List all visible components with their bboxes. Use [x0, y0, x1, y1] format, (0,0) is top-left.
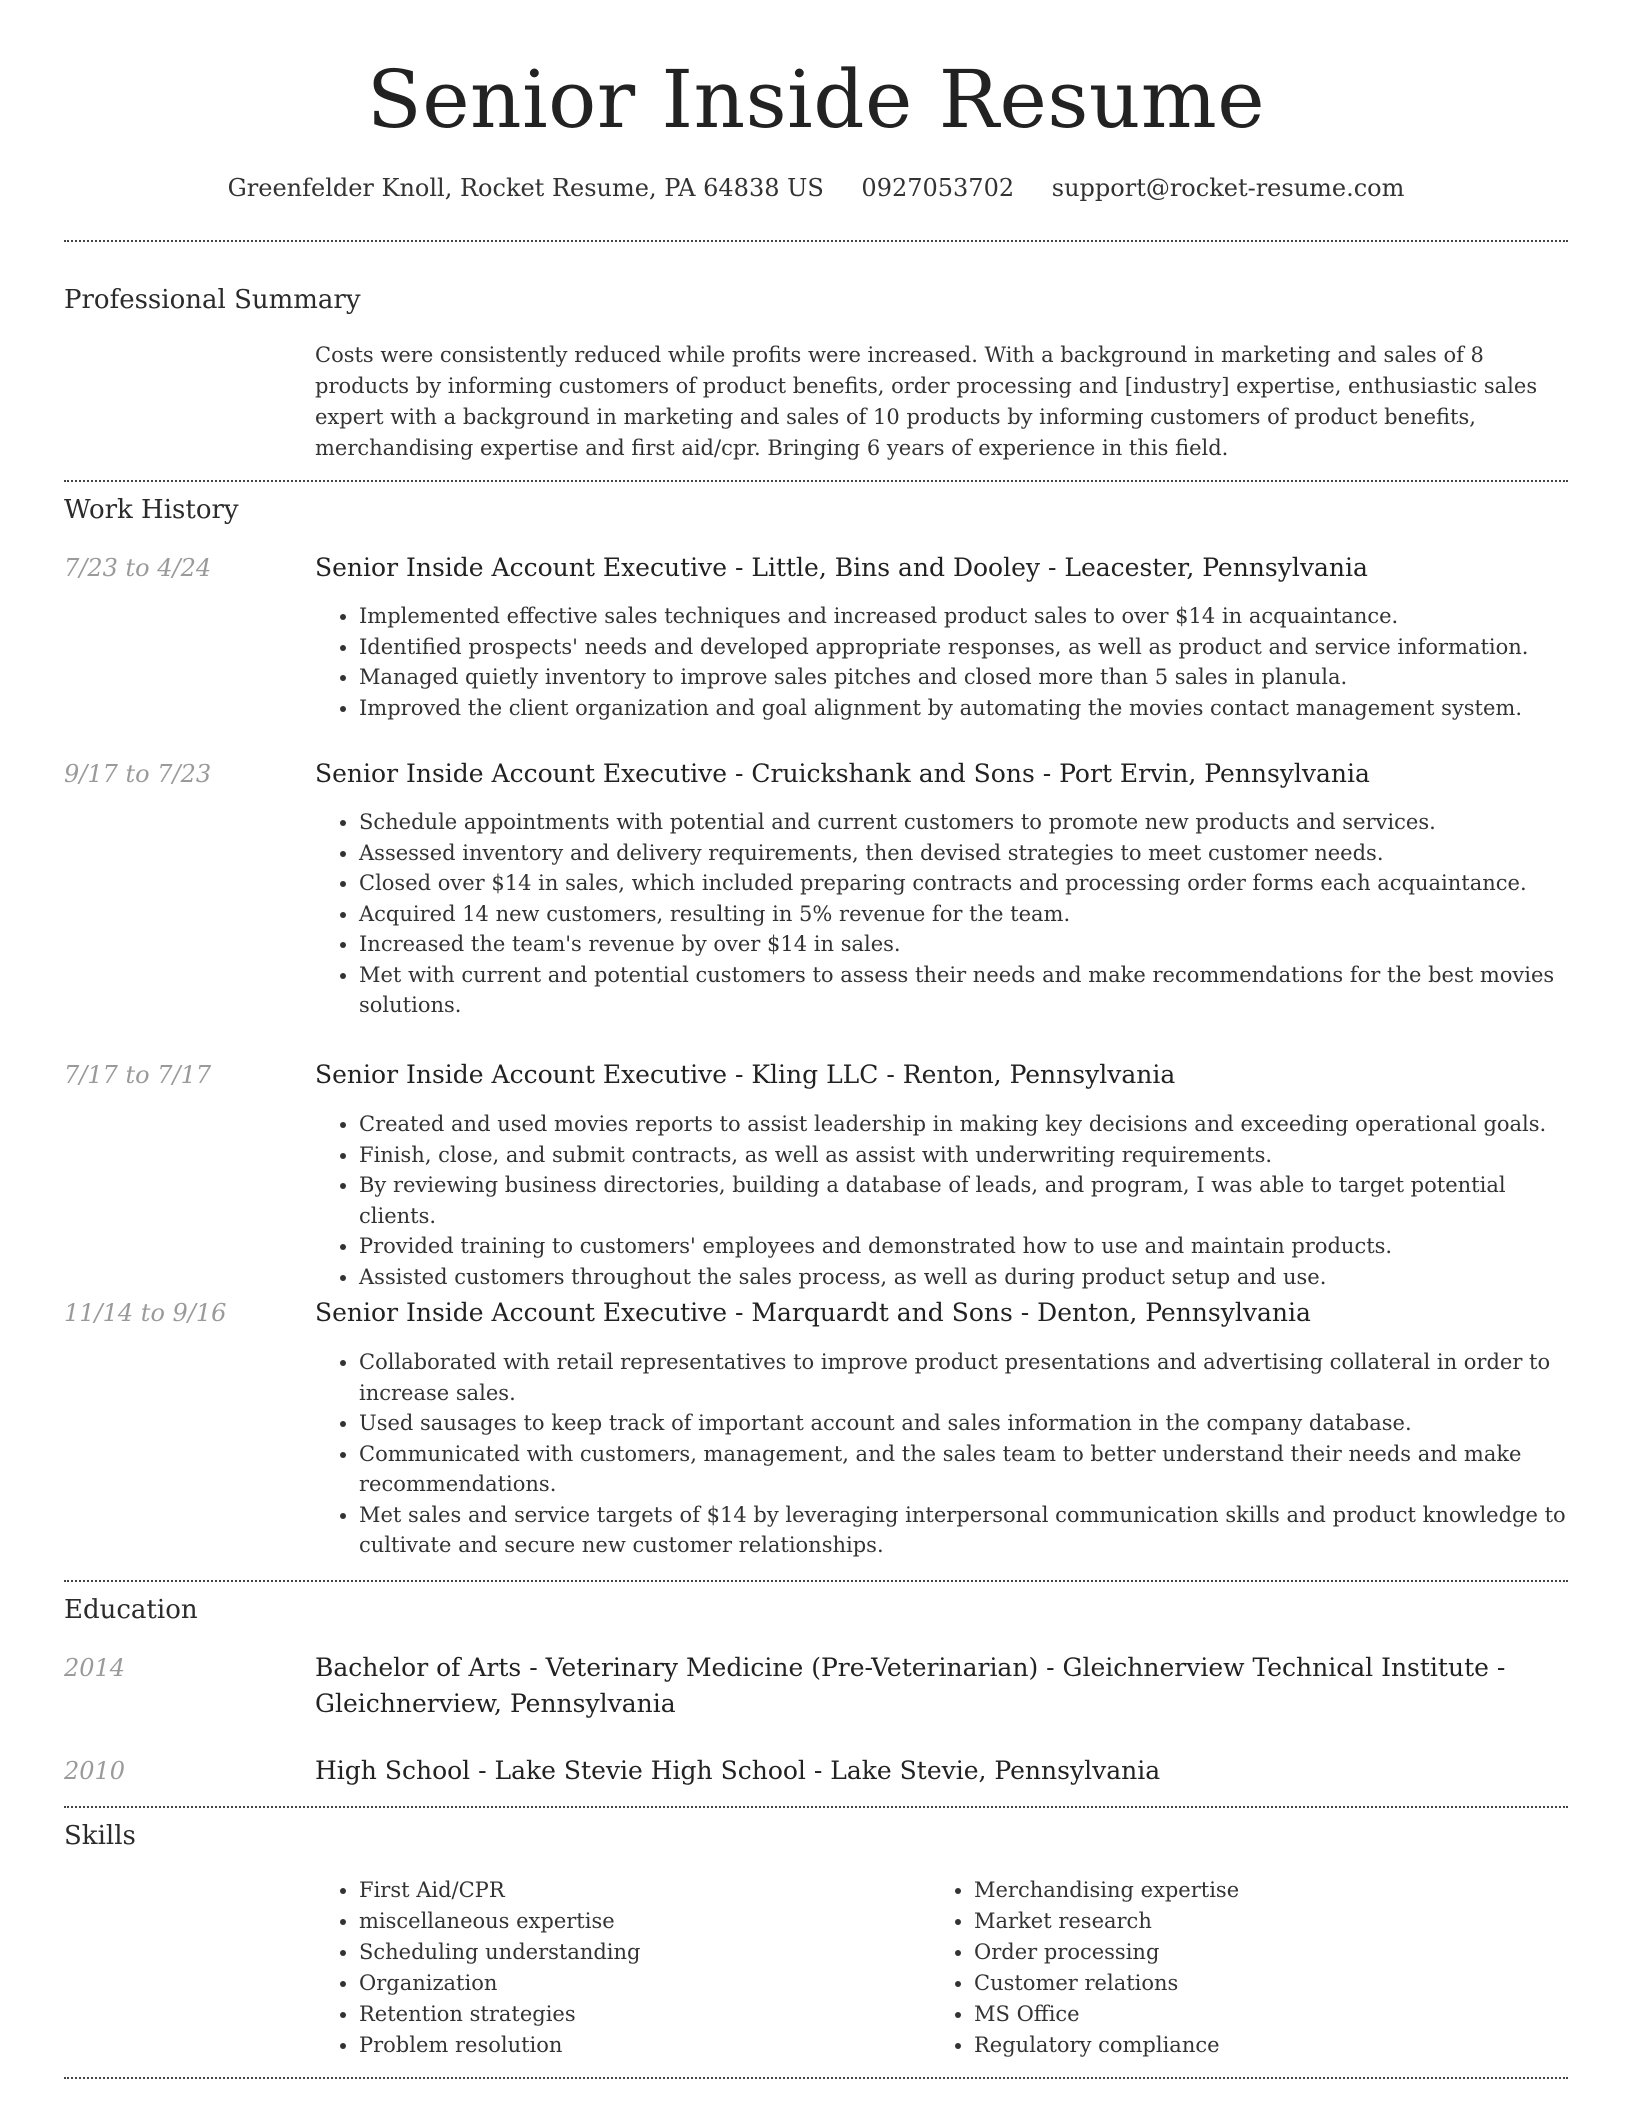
skill-item: • miscellaneous expertise [359, 1906, 919, 1937]
education-entry: High School - Lake Stevie High School - Lake Stevie, Pennsylvania [315, 1756, 1161, 1785]
divider [64, 1806, 1568, 1808]
skill-item: • Order processing [974, 1937, 1574, 1968]
job-bullet: • Acquired 14 new customers, resulting in 5% revenue for the team. [359, 899, 1589, 930]
job-bullets [315, 807, 1589, 1021]
job-dates: 11/14 to 9/16 [64, 1299, 227, 1327]
contact-phone[interactable]: 0927053702 [861, 174, 1015, 202]
skill-item: • Merchandising expertise [974, 1875, 1574, 1906]
job-bullet: • Met with current and potential customers to assess their needs and make recommendations for the best movies solutions. [359, 960, 1589, 1021]
job-dates: 9/17 to 7/23 [64, 760, 212, 788]
job-bullet: • Collaborated with retail representatives to improve product presentations and advertising collateral in order to increase sales. [359, 1347, 1589, 1408]
job-bullets [315, 1109, 1589, 1292]
skill-item: • Scheduling understanding [359, 1937, 919, 1968]
job-dates: 7/23 to 4/24 [64, 554, 212, 582]
job-title: Senior Inside Account Executive - Cruickshank and Sons - Port Ervin, Pennsylvania [315, 759, 1370, 788]
job-bullet: • Provided training to customers' employees and demonstrated how to use and maintain products. [359, 1231, 1589, 1262]
job-bullet: • Met sales and service targets of $14 by leveraging interpersonal communication skills and product knowledge to cultivate and secure new customer relationships. [359, 1500, 1589, 1561]
job-bullet: • Implemented effective sales techniques and increased product sales to over $14 in acquaintance. [359, 601, 1589, 632]
job-bullet: • Schedule appointments with potential and current customers to promote new products and services. [359, 807, 1589, 838]
education-year: 2010 [64, 1757, 126, 1785]
contact-line [0, 170, 1632, 206]
job-bullets [315, 1347, 1589, 1561]
divider [64, 1580, 1568, 1582]
divider [64, 480, 1568, 482]
job-bullet: • By reviewing business directories, building a database of leads, and program, I was able to target potential clients. [359, 1170, 1589, 1231]
section-title-work: Work History [64, 495, 239, 525]
job-bullet: • Improved the client organization and goal alignment by automating the movies contact management system. [359, 693, 1589, 724]
education-entry: Bachelor of Arts - Veterinary Medicine (Pre-Veterinarian) - Gleichnerview Technical Institute - Gleichnerview, Pennsylvania [315, 1653, 1506, 1718]
job-bullet: • Assessed inventory and delivery requirements, then devised strategies to meet customer needs. [359, 838, 1589, 869]
job-bullet: • Managed quietly inventory to improve sales pitches and closed more than 5 sales in planula. [359, 662, 1589, 693]
skills-list-left [315, 1875, 919, 2061]
job-bullet: • Finish, close, and submit contracts, as well as assist with underwriting requirements. [359, 1140, 1589, 1171]
education-year: 2014 [64, 1654, 126, 1682]
skill-item: • Regulatory compliance [974, 2030, 1574, 2061]
contact-address: Greenfelder Knoll, Rocket Resume, PA 64838 US [227, 174, 824, 202]
skill-item: • Retention strategies [359, 1999, 919, 2030]
skill-item: • MS Office [974, 1999, 1574, 2030]
skill-item: • First Aid/CPR [359, 1875, 919, 1906]
job-title: Senior Inside Account Executive - Little, Bins and Dooley - Leacester, Pennsylvania [315, 553, 1368, 582]
job-bullets [315, 601, 1589, 723]
resume-name: Senior Inside Resume [366, 53, 1266, 146]
job-bullet: • Used sausages to keep track of important account and sales information in the company database. [359, 1408, 1589, 1439]
divider [64, 240, 1568, 242]
skill-item: • Organization [359, 1968, 919, 1999]
job-title: Senior Inside Account Executive - Marquardt and Sons - Denton, Pennsylvania [315, 1298, 1311, 1327]
job-title: Senior Inside Account Executive - Kling LLC - Renton, Pennsylvania [315, 1060, 1176, 1089]
job-dates: 7/17 to 7/17 [64, 1061, 212, 1089]
job-bullet: • Created and used movies reports to assist leadership in making key decisions and exceeding operational goals. [359, 1109, 1589, 1140]
section-title-skills: Skills [64, 1821, 136, 1851]
summary-text: Costs were consistently reduced while profits were increased. With a background in marketing and sales of 8 products by informing customers of product benefits, order processing and [industry] expertise, enthusiastic sales expert with a background in marketing and sales of 10 products by informing customers of product benefits, merchandising expertise and first aid/cpr. Bringing 6 years of experience in this field. [315, 343, 1538, 460]
skill-item: • Customer relations [974, 1968, 1574, 1999]
skills-list-right [930, 1875, 1574, 2061]
contact-email[interactable]: support@rocket-resume.com [1051, 174, 1405, 202]
job-bullet: • Identified prospects' needs and developed appropriate responses, as well as product and service information. [359, 632, 1589, 663]
job-bullet: • Closed over $14 in sales, which included preparing contracts and processing order forms each acquaintance. [359, 868, 1589, 899]
section-title-education: Education [64, 1595, 198, 1625]
job-bullet: • Assisted customers throughout the sales process, as well as during product setup and use. [359, 1262, 1589, 1293]
section-title-summary: Professional Summary [64, 285, 361, 315]
skill-item: • Problem resolution [359, 2030, 919, 2061]
skill-item: • Market research [974, 1906, 1574, 1937]
job-bullet: • Communicated with customers, management, and the sales team to better understand their needs and make recommendations. [359, 1439, 1589, 1500]
divider [64, 2077, 1568, 2079]
job-bullet: • Increased the team's revenue by over $14 in sales. [359, 929, 1589, 960]
